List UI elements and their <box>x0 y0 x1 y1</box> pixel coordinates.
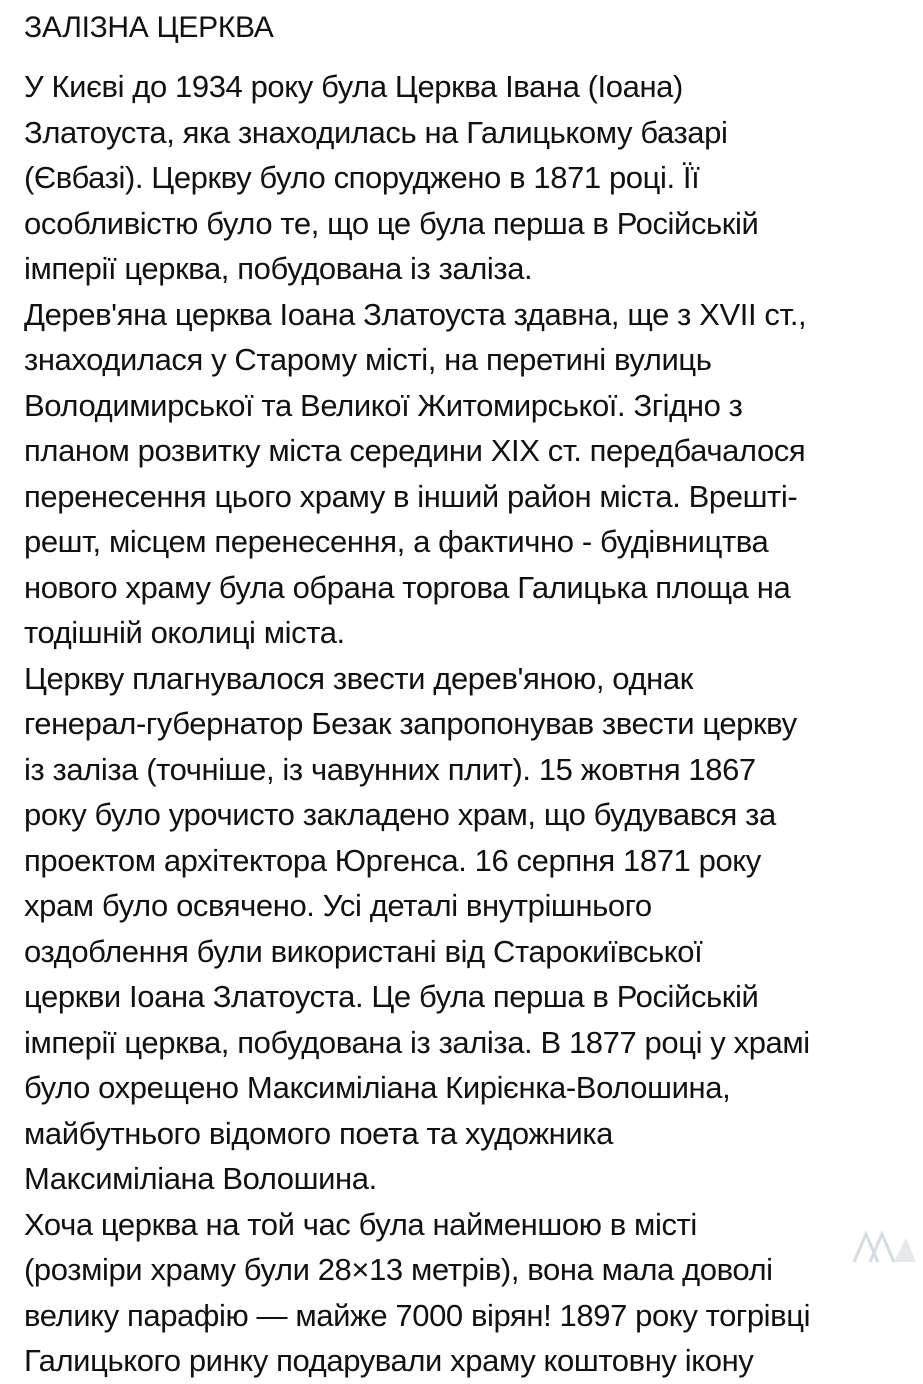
text-line: із заліза (точніше, із чавунних плит). 15 жовтня 1867 <box>24 751 756 787</box>
text-line: перенесення цього храму в інший район міста. Врешті- <box>24 478 798 514</box>
text-line: особливістю було те, що це була перша в Російській <box>24 205 759 241</box>
text-line: У Києві до 1934 року була Церква Івана (Іоана) <box>24 69 683 104</box>
text-line: Дерев'яна церква Іоана Златоуста здавна, ще з XVII ст., <box>24 296 807 332</box>
article-title: ЗАЛІЗНА ЦЕРКВА <box>24 11 274 44</box>
article-body <box>24 64 904 1384</box>
text-line: Хоча церква на той час була найменшою в місті <box>24 1206 697 1242</box>
text-line: знаходилася у Старому місті, на перетині вулиць <box>24 342 712 377</box>
text-line: Володимирської та Великої Житомирської. Згідно з <box>24 387 743 423</box>
text-line: Златоуста, яка знаходилась на Галицькому базарі <box>24 114 728 150</box>
text-line: року було урочисто закладено храм, що будувався за <box>24 797 776 832</box>
text-line: нового храму була обрана торгова Галицька площа на <box>24 569 791 605</box>
text-line: решт, місцем перенесення, а фактично - будівництва <box>24 524 769 559</box>
text-line: (Євбазі). Церкву було споруджено в 1871 році. Її <box>24 160 700 195</box>
text-line: церкви Іоана Златоуста. Це була перша в Російській <box>24 979 759 1014</box>
text-line: проектом архітектора Юргенса. 16 серпня 1871 року <box>24 842 761 878</box>
watermark-icon <box>850 1222 920 1272</box>
watermark-logo <box>850 1222 920 1272</box>
text-line: імперії церква, побудована із заліза. <box>24 251 533 286</box>
text-line: тодішній околиці міста. <box>24 615 345 650</box>
text-line: велику парафію — майже 7000 вірян! 1897 року тогрівці <box>24 1297 811 1333</box>
text-line: планом розвитку міста середини XIX ст. передбачалося <box>24 433 806 468</box>
text-line: Галицького ринку подарували храму коштовну ікону <box>24 1343 754 1378</box>
text-line: оздоблення були використані від Старокиївської <box>24 933 703 969</box>
text-line: майбутнього відомого поета та художника <box>24 1115 614 1151</box>
text-line: храм було освячено. Усі деталі внутрішнього <box>24 888 652 923</box>
text-line: було охрещено Максиміліана Кирієнка-Волошина, <box>24 1070 731 1105</box>
text-line: імперії церква, побудована із заліза. В 1877 році у храмі <box>24 1024 810 1060</box>
text-line: (розміри храму були 28×13 метрів), вона мала доволі <box>24 1252 773 1287</box>
text-line: генерал-губернатор Безак запропонував звести церкву <box>24 706 797 741</box>
text-line: Максиміліана Волошина. <box>24 1161 377 1196</box>
text-line: Церкву плагнувалося звести дерев'яною, однак <box>24 660 693 696</box>
